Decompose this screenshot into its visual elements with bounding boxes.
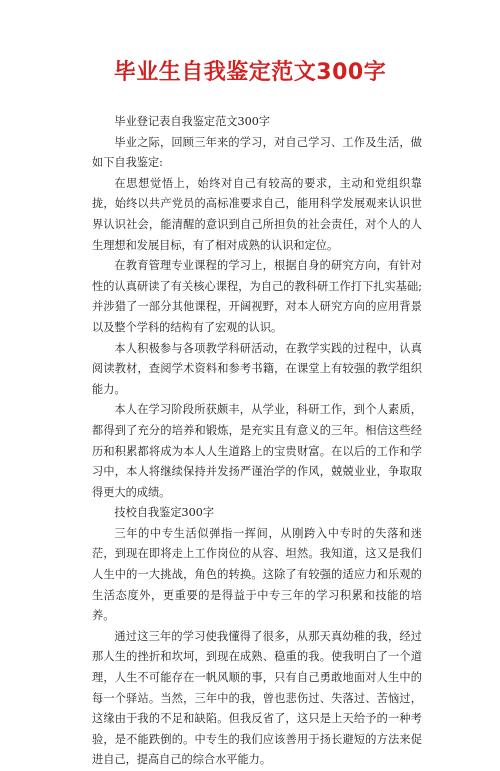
paragraph-vocational-1: 三年的中专生活似弹指一挥间，从刚跨入中专时的失落和迷茫，到现在即将走上工作岗位的从容、坦然。我知道，这又是我们人生中的一大挑战，角色的转换。这除了有较强的适应力和乐观的生活态度外，更重要的是得益于中专三年的学习积累和技能的培养。 xyxy=(92,526,422,623)
paragraph-intro: 毕业之际，回顾三年来的学习，对自己学习、工作及生活，做如下自我鉴定: xyxy=(92,135,422,170)
paragraph-research: 本人积极参与各项教学科研活动，在教学实践的过程中，认真阅读教材，查阅学术资料和参考书籍，在课堂上有较强的教学组织能力。 xyxy=(92,341,422,396)
document-body xyxy=(92,112,422,771)
paragraph-study: 在教育管理专业课程的学习上，根据自身的研究方向，有针对性的认真研读了有关核心课程，为自己的教科研工作打下扎实基础;并涉猎了一部分其他课程，开阔视野，对本人研究方向的应用背景以及整个学科的结构有了宏观的认识。 xyxy=(92,259,422,334)
document-title: 毕业生自我鉴定范文300字 xyxy=(113,60,387,85)
paragraph-subtitle-2: 技校自我鉴定300字 xyxy=(114,506,215,520)
paragraph-summary: 本人在学习阶段所获颇丰，从学业，科研工作，到个人素质，都得到了充分的培养和锻炼，是充实且有意义的三年。相信这些经历和积累都将成为本人人生道路上的宝贵财富。在以后的工作和学习中，本人将继续保持并发扬严谨治学的作风，兢兢业业，争取取得更大的成绩。 xyxy=(92,403,422,499)
paragraph-thought: 在思想觉悟上，始终对自己有较高的要求，主动和党组织靠拢，始终以共产党员的高标准要求自己，能用科学发展观来认识世界认识社会，能清醒的意识到自己所担负的社会责任，对个人的人生理想和发展目标，有了相对成熟的认识和定位。 xyxy=(92,176,422,252)
paragraph-vocational-2: 通过这三年的学习使我懂得了很多，从那天真幼稚的我，经过那人生的挫折和坎坷，到现在成熟、稳重的我。使我明白了一个道理，人生不可能存在一帆风顺的事，只有自己勇敢地面对人生中的每一个驿站。当然，三年中的我，曾也悲伤过、失落过、苦恼过，这缘由于我的不足和缺陷。但我反省了，这只是上天给予的一种考验，是不能跌倒的。中专生的我们应该善用于扬长避短的方法来促进自己，提高自己的综合水平能力。 xyxy=(92,629,422,767)
paragraph-subtitle-1: 毕业登记表自我鉴定范文300字 xyxy=(114,115,270,128)
